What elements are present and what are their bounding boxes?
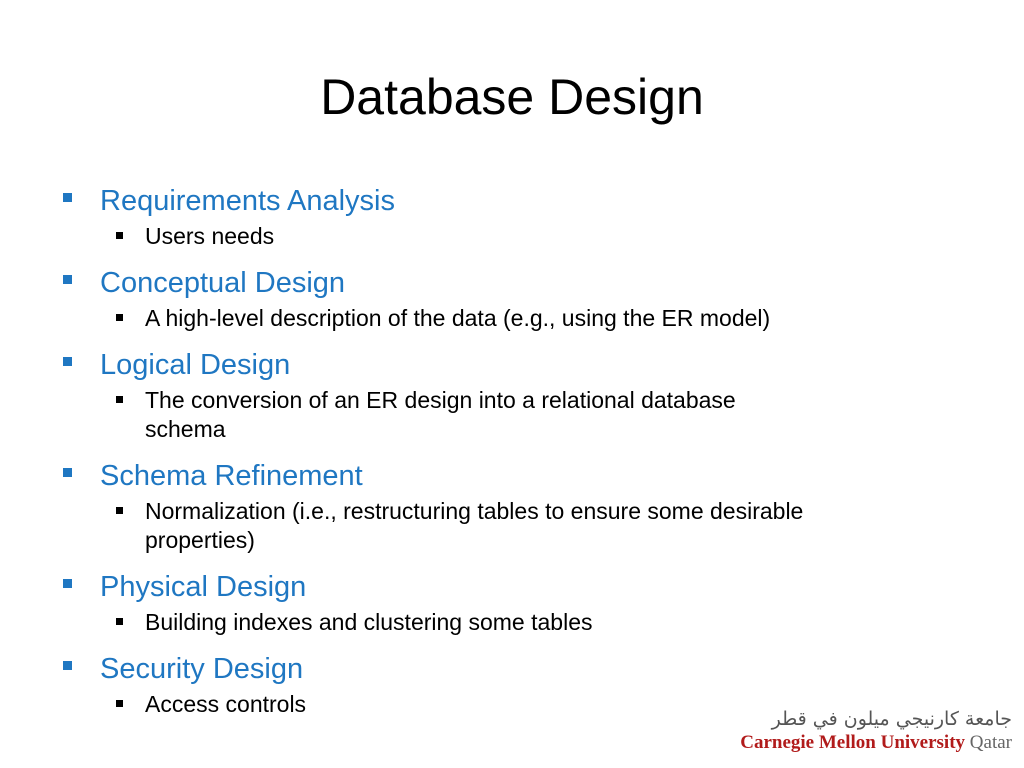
sub-bullet [63,222,963,251]
sub-bullet-text: A high-level description of the data (e.g., using the ER model) [145,305,771,331]
sub-bullet-text: Users needs [145,223,275,249]
bullet-heading: Schema Refinement [100,460,363,492]
square-bullet-icon [116,232,123,239]
bullet-requirements-analysis [63,180,963,222]
bullet-heading: Physical Design [100,571,307,603]
sub-bullet-text: Building indexes and clustering some tables [145,609,593,635]
slide-title: Database Design [320,69,704,125]
sub-bullet-text: Access controls [145,691,307,717]
bullet-heading: Security Design [100,653,304,685]
square-bullet-icon [116,314,123,321]
sub-bullet-text: Normalization (i.e., restructuring tables to ensure some desirable properties) [145,498,804,553]
bullet-heading: Conceptual Design [100,267,346,299]
sub-bullet [63,497,963,555]
bullet-logical-design [63,344,963,386]
square-bullet-icon [116,507,123,514]
bullet-schema-refinement [63,455,963,497]
cmu-qatar-logo [740,708,1012,754]
sub-bullet [63,608,963,637]
square-bullet-icon [63,357,72,366]
logo-english-text [740,732,1012,754]
square-bullet-icon [116,700,123,707]
logo-arabic-text: جامعة كارنيجي ميلون في قطر [771,708,1012,730]
bullet-heading: Requirements Analysis [100,185,395,217]
logo-qatar: Qatar [969,732,1012,753]
bullet-security-design [63,648,963,690]
sub-bullet [63,304,963,333]
logo-university-name: Carnegie Mellon University [740,732,966,753]
bullet-physical-design [63,566,963,608]
bullet-list [63,180,963,730]
square-bullet-icon [116,396,123,403]
square-bullet-icon [63,275,72,284]
sub-bullet-text: The conversion of an ER design into a relational database schema [145,387,736,442]
square-bullet-icon [116,618,123,625]
square-bullet-icon [63,661,72,670]
square-bullet-icon [63,579,72,588]
bullet-conceptual-design [63,262,963,304]
square-bullet-icon [63,468,72,477]
bullet-heading: Logical Design [100,349,291,381]
square-bullet-icon [63,193,72,202]
sub-bullet [63,386,963,444]
